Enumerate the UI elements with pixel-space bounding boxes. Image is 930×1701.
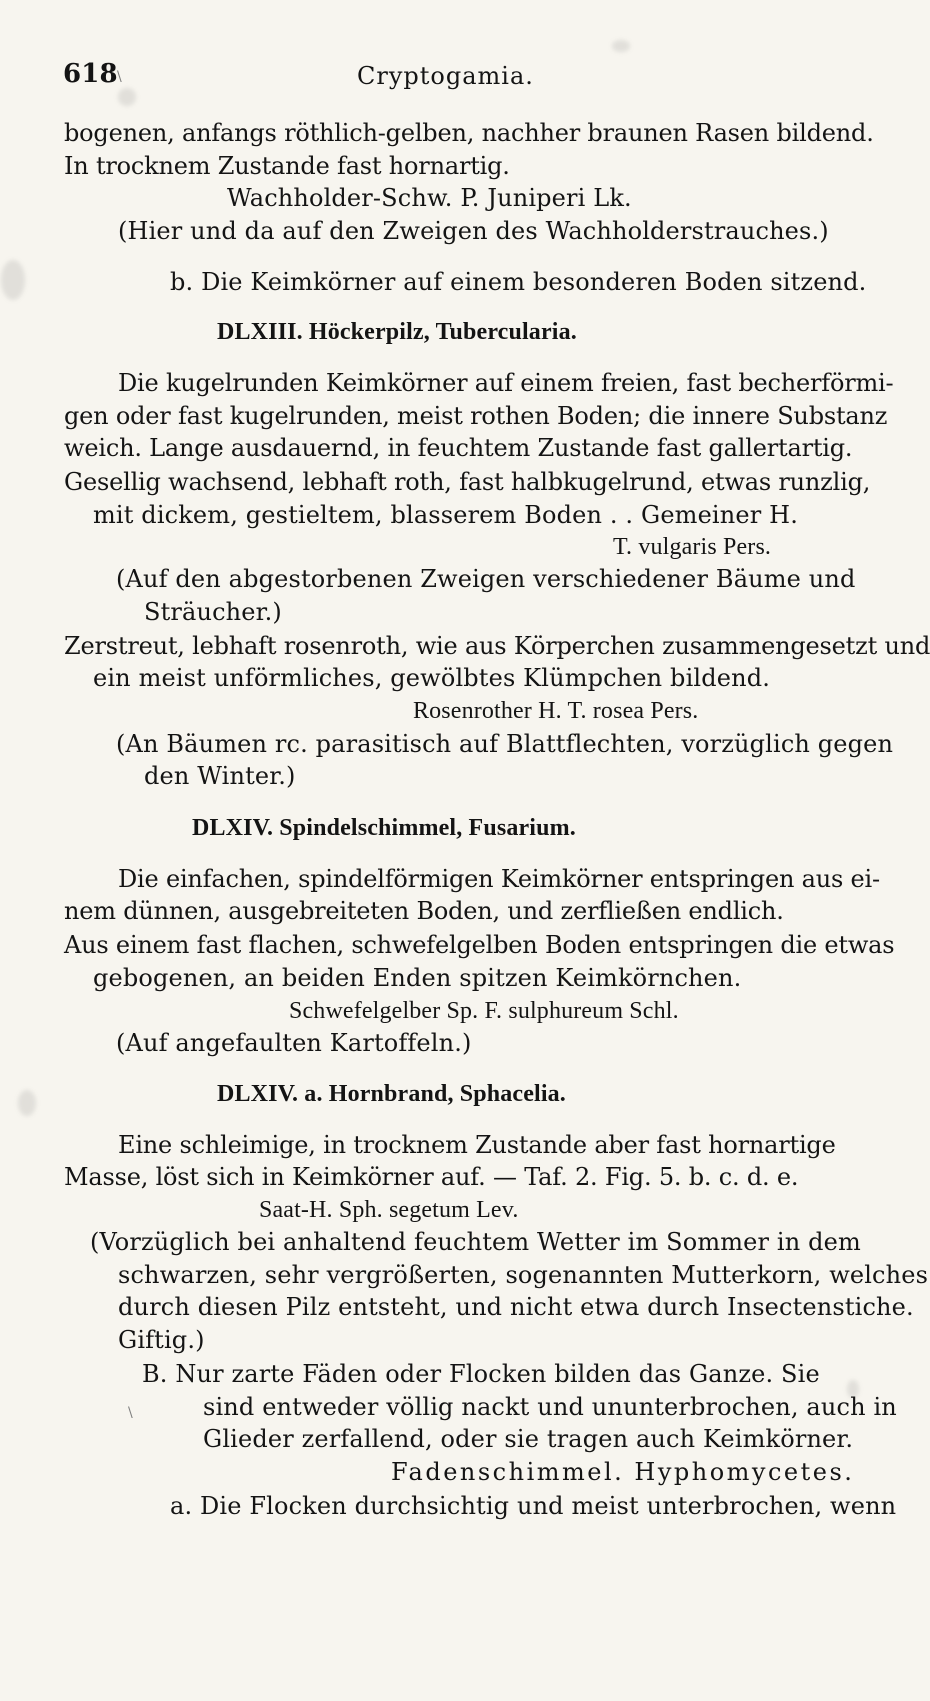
paper-stain [612,40,630,52]
habitat-note: (Hier und da auf den Zweigen des Wachholderstrauches.) [118,217,829,245]
species-line: Schwefelgelber Sp. F. sulphureum Schl. [289,998,679,1024]
section-heading: DLXIV. a. Hornbrand, Sphacelia. [217,1081,566,1107]
description-line: Gesellig wachsend, lebhaft roth, fast halbkugelrund, etwas runzlig, [64,468,871,496]
subsection-line: Glieder zerfallend, oder sie tragen auch Keimkörner. [203,1425,854,1453]
subsection-line: sind entweder völlig nackt und ununterbrochen, auch in [203,1393,897,1421]
paper-stain [118,88,136,106]
species-line: Wachholder-Schw. P. Juniperi Lk. [227,184,632,212]
class-heading: Fadenschimmel. Hyphomycetes. [391,1458,855,1486]
description-line: ein meist unförmliches, gewölbtes Klümpchen bildend. [93,664,770,692]
description-line: gebogenen, an beiden Enden spitzen Keimkörnchen. [93,964,742,992]
habitat-note: (Auf den abgestorbenen Zweigen verschiedener Bäume und [116,565,856,593]
habitat-note: durch diesen Pilz entsteht, und nicht etwa durch Insectenstiche. [118,1293,914,1321]
body-line: Die einfachen, spindelförmigen Keimkörner entspringen aus ei- [118,865,880,893]
description-line: mit dickem, gestieltem, blasserem Boden . . Gemeiner H. [93,501,798,529]
body-line: nem dünnen, ausgebreiteten Boden, und zerfließen endlich. [64,897,784,925]
body-line: Die kugelrunden Keimkörner auf einem freien, fast becherförmi- [118,369,894,397]
paper-stain [1,260,25,300]
body-line: weich. Lange ausdauernd, in feuchtem Zustande fast gallertartig. [64,434,853,462]
habitat-note: Sträucher.) [144,598,282,626]
paper-stain [18,1090,36,1116]
habitat-note: den Winter.) [144,762,296,790]
species-line: Rosenrother H. T. rosea Pers. [413,698,699,724]
body-line: In trocknem Zustande fast hornartig. [64,152,510,180]
species-line: T. vulgaris Pers. [613,534,772,560]
body-line: Masse, löst sich in Keimkörner auf. — Taf. 2. Fig. 5. b. c. d. e. [64,1163,799,1191]
section-heading: DLXIII. Höckerpilz, Tubercularia. [217,319,577,345]
habitat-note: Giftig.) [118,1326,205,1354]
habitat-note: (Auf angefaulten Kartoffeln.) [116,1029,472,1057]
description-line: Zerstreut, lebhaft rosenroth, wie aus Körperchen zusammengesetzt und [64,632,930,660]
printed-mark: \ [128,1405,133,1421]
species-line: Saat-H. Sph. segetum Lev. [259,1197,519,1223]
habitat-note: (An Bäumen rc. parasitisch auf Blattflechten, vorzüglich gegen [116,730,894,758]
body-line: Eine schleimige, in trocknem Zustande aber fast hornartige [118,1131,836,1159]
subsection-line: B. Nur zarte Fäden oder Flocken bilden das Ganze. Sie [142,1360,820,1388]
subsection-line: b. Die Keimkörner auf einem besonderen Boden sitzend. [170,268,867,296]
printed-mark: \ [117,69,122,85]
body-line: bogenen, anfangs röthlich-gelben, nachher braunen Rasen bildend. [64,119,874,147]
running-title: Cryptogamia. [357,62,534,90]
habitat-note: (Vorzüglich bei anhaltend feuchtem Wetter im Sommer in dem [90,1228,861,1256]
habitat-note: schwarzen, sehr vergrößerten, sogenannten Mutterkorn, welches [118,1261,929,1289]
subsection-line: a. Die Flocken durchsichtig und meist unterbrochen, wenn [170,1492,897,1520]
description-line: Aus einem fast flachen, schwefelgelben Boden entspringen die etwas [64,931,895,959]
section-heading: DLXIV. Spindelschimmel, Fusarium. [192,815,576,841]
page-number: 618 [63,59,118,89]
body-line: gen oder fast kugelrunden, meist rothen Boden; die innere Substanz [64,402,888,430]
